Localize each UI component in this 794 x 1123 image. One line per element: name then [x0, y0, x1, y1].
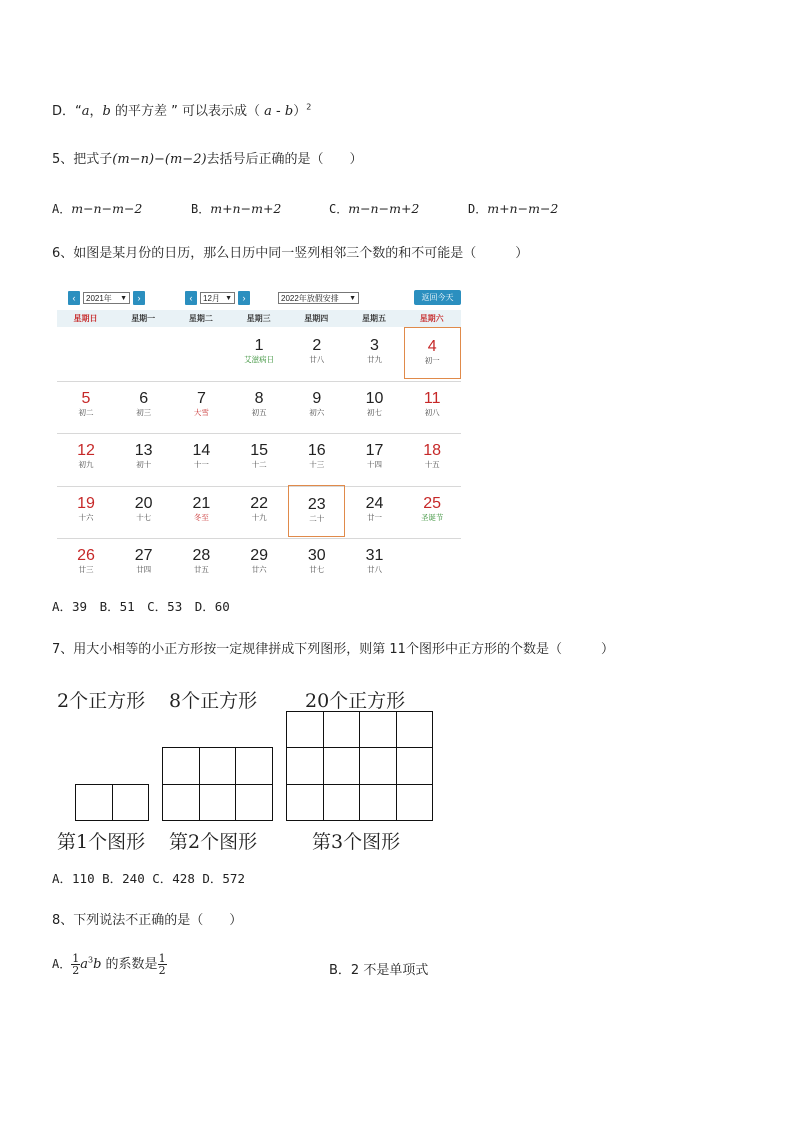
weekday-1: 星期一	[131, 314, 156, 323]
figure-3-square	[286, 784, 324, 822]
calendar-day-cell[interactable]	[288, 485, 345, 537]
calendar-day-cell[interactable]	[231, 485, 288, 537]
lunar-date: 十四	[367, 460, 382, 469]
q4-var-b: b	[102, 104, 111, 119]
figure-1-square	[75, 784, 113, 822]
q4-expr-a: a	[264, 104, 272, 119]
lunar-date: 初六	[309, 407, 325, 417]
figure-1-count: 2个正方形	[57, 690, 146, 712]
weekday-4: 星期四	[304, 314, 329, 323]
calendar-day-cell[interactable]	[404, 380, 461, 432]
calendar-day-cell[interactable]	[346, 485, 403, 537]
figure-2-square	[235, 747, 273, 785]
chevron-down-icon: ▼	[225, 295, 232, 302]
calendar-day-cell[interactable]	[346, 537, 403, 589]
lunar-date: 廿一	[367, 512, 382, 522]
weekday-6: 星期六	[419, 314, 444, 323]
holiday-select-value: 2022年放假安排	[281, 294, 339, 303]
q5-option-a-label: A．	[52, 202, 72, 216]
calendar-day-cell[interactable]	[173, 537, 230, 589]
figure-3-square	[396, 711, 434, 749]
q8-option-b: B．2 不是单项式	[329, 963, 429, 978]
lunar-date: 廿九	[367, 355, 382, 364]
calendar-day-cell[interactable]	[404, 432, 461, 484]
calendar-day-cell[interactable]	[346, 432, 403, 484]
next-month-button[interactable]: ›	[238, 291, 250, 305]
lunar-date: 廿四	[136, 565, 152, 574]
year-select[interactable]	[83, 292, 130, 304]
day-number: 30	[307, 547, 326, 564]
q8-option-a-text: 的系数是	[101, 957, 158, 972]
holiday-select[interactable]	[278, 292, 359, 304]
day-number: 5	[81, 389, 91, 407]
q4-d-end: ）	[293, 104, 307, 119]
figure-3-square	[359, 747, 397, 785]
day-number: 25	[423, 494, 442, 512]
q4-comma: ，	[89, 104, 103, 119]
q5-option-a	[52, 200, 142, 217]
day-number: 9	[312, 389, 322, 407]
q8-fraction-2	[158, 953, 167, 976]
lunar-date: 初二	[78, 407, 94, 417]
chevron-down-icon: ▼	[120, 295, 127, 302]
q4-minus: -	[271, 104, 285, 119]
q8-option-a-label: A．	[52, 957, 72, 971]
q4-exponent: 2	[306, 102, 312, 112]
lunar-date: 十六	[78, 512, 94, 522]
day-number: 3	[370, 337, 379, 354]
q4-d-mid: 的平方差 ” 可以表示成（	[110, 104, 265, 119]
q8-stem: 8、下列说法不正确的是（ ）	[52, 913, 243, 928]
day-number: 26	[77, 547, 95, 564]
q4-d-prefix: D．“	[52, 104, 82, 119]
day-number: 24	[365, 494, 384, 512]
lunar-date: 二十	[309, 513, 325, 523]
weekday-5: 星期五	[362, 314, 386, 323]
figure-3-square	[359, 784, 397, 822]
lunar-date: 大雪	[193, 407, 209, 417]
lunar-date: 初一	[424, 356, 440, 365]
q5-option-b-expr: m+n−m+2	[210, 201, 282, 216]
calendar-day-cell[interactable]	[346, 327, 403, 379]
figure-2-square	[199, 784, 237, 822]
day-number: 7	[196, 389, 206, 407]
calendar-day-cell[interactable]	[173, 485, 230, 537]
lunar-date: 廿六	[251, 565, 267, 574]
calendar-day-cell[interactable]	[288, 537, 345, 589]
return-today-button[interactable]: 返回今天	[414, 290, 461, 305]
q8-frac2-den: 2	[158, 964, 166, 977]
calendar-day-cell[interactable]	[58, 380, 115, 432]
figure-3-square	[286, 747, 324, 785]
figure-3-count: 20个正方形	[305, 690, 406, 712]
month-select[interactable]	[200, 292, 235, 304]
lunar-date: 冬至	[193, 512, 209, 522]
calendar-toolbar	[57, 289, 461, 309]
figure-2-square	[162, 784, 200, 822]
calendar-day-cell[interactable]	[404, 327, 461, 379]
day-number: 16	[307, 442, 326, 459]
figure-3-square	[323, 711, 361, 749]
q5-option-c-label: C．	[329, 202, 349, 216]
day-number: 8	[254, 389, 264, 407]
q8-term-a: a	[80, 957, 88, 972]
q6-stem: 6、如图是某月份的日历，那么日历中同一竖列相邻三个数的和不可能是（ ）	[52, 246, 529, 261]
q6-options: A．39 B．51 C．53 D．60	[52, 599, 230, 614]
day-number: 1	[254, 337, 264, 354]
q7-options: A．110 B．240 C．428 D．572	[52, 871, 245, 886]
day-number: 15	[250, 442, 268, 459]
calendar-day-cell[interactable]	[231, 537, 288, 589]
lunar-date: 初十	[136, 460, 152, 469]
q4-var-a: a	[81, 104, 90, 119]
weekday-2: 星期二	[188, 314, 213, 323]
lunar-date: 廿八	[309, 355, 325, 364]
day-number: 2	[312, 337, 322, 354]
q5-option-c	[329, 200, 419, 217]
lunar-date: 艾滋病日	[244, 355, 275, 364]
day-number: 13	[134, 442, 153, 459]
lunar-date: 初五	[251, 407, 267, 417]
q5-stem-expr: (m−n)−(m−2)	[112, 152, 207, 167]
figure-3-square	[323, 747, 361, 785]
lunar-date: 初八	[424, 407, 440, 417]
q7-stem: 7、用大小相等的小正方形按一定规律拼成下列图形，则第 11个图形中正方形的个数是（ ）	[52, 642, 614, 657]
q5-stem	[52, 148, 363, 167]
calendar-widget	[57, 289, 461, 585]
day-number: 20	[134, 494, 153, 512]
chevron-down-icon: ▼	[349, 295, 356, 302]
day-number: 11	[423, 389, 441, 407]
calendar-day-cell[interactable]	[58, 485, 115, 537]
q4-expr-b: b	[284, 104, 294, 119]
q5-option-d-expr: m+n−m−2	[487, 201, 559, 216]
calendar-day-cell[interactable]	[173, 380, 230, 432]
square-pattern-figures	[52, 682, 452, 854]
lunar-date: 十三	[309, 460, 325, 469]
lunar-date: 初三	[136, 407, 152, 417]
calendar-day-cell[interactable]	[115, 380, 172, 432]
q8-term-b: b	[93, 957, 102, 972]
figure-3-square	[359, 711, 397, 749]
q8-term-exp: 3	[88, 955, 94, 965]
figure-3-square	[396, 784, 434, 822]
day-number: 10	[365, 389, 384, 407]
lunar-date: 圣诞节	[420, 512, 444, 522]
figure-2-square	[162, 747, 200, 785]
q5-option-c-expr: m−n−m+2	[348, 201, 420, 216]
day-number: 31	[365, 547, 384, 564]
day-number: 27	[134, 547, 153, 564]
q4-option-d	[52, 100, 311, 119]
day-number: 14	[192, 442, 211, 459]
calendar-day-cell[interactable]	[288, 327, 345, 379]
q8-option-a	[52, 953, 167, 976]
calendar-day-cell[interactable]	[115, 432, 172, 484]
calendar-day-cell[interactable]	[404, 485, 461, 537]
day-number: 4	[427, 338, 437, 355]
day-number: 18	[423, 442, 442, 459]
calendar-day-cell[interactable]	[346, 380, 403, 432]
next-year-button[interactable]: ›	[133, 291, 145, 305]
prev-month-button[interactable]: ‹	[185, 291, 197, 305]
lunar-date: 廿八	[367, 565, 382, 574]
q5-stem-pre: 5、把式子	[52, 152, 113, 167]
figure-2-count: 8个正方形	[169, 690, 258, 712]
day-number: 17	[365, 442, 384, 459]
weekday-0: 星期日	[73, 314, 98, 323]
calendar-day-cell[interactable]	[231, 380, 288, 432]
lunar-date: 初七	[367, 407, 382, 417]
day-number: 6	[139, 389, 149, 407]
figure-3-square	[323, 784, 361, 822]
day-number: 28	[192, 547, 211, 564]
calendar-day-cell[interactable]	[231, 327, 288, 379]
lunar-date: 十五	[424, 460, 440, 469]
weekday-header	[57, 310, 461, 327]
calendar-day-cell[interactable]	[173, 432, 230, 484]
q8-frac-den: 2	[72, 964, 80, 977]
figure-1-square	[112, 784, 150, 822]
lunar-date: 十一	[193, 460, 209, 469]
figure-2-square	[199, 747, 237, 785]
day-number: 22	[250, 494, 268, 512]
day-number: 19	[77, 494, 95, 512]
lunar-date: 廿五	[193, 565, 209, 574]
prev-year-button[interactable]: ‹	[68, 291, 80, 305]
day-number: 21	[192, 494, 211, 512]
figure-3-caption: 第3个图形	[312, 831, 401, 853]
calendar-day-cell[interactable]	[231, 432, 288, 484]
lunar-date: 十九	[251, 512, 267, 522]
month-select-value: 12月	[203, 294, 220, 303]
q8-frac2-num: 1	[158, 952, 166, 965]
calendar-day-cell[interactable]	[58, 537, 115, 589]
q5-option-d	[468, 200, 558, 217]
q8-frac-num: 1	[72, 952, 80, 965]
figure-2-square	[235, 784, 273, 822]
lunar-date: 廿七	[309, 565, 325, 574]
weekday-3: 星期三	[246, 314, 271, 323]
calendar-day-cell[interactable]	[58, 432, 115, 484]
q5-option-b	[191, 200, 281, 217]
q5-stem-post: 去括号后正确的是（ ）	[206, 152, 363, 167]
calendar-day-cell[interactable]	[115, 485, 172, 537]
calendar-day-cell[interactable]	[288, 380, 345, 432]
day-number: 23	[307, 495, 326, 513]
figure-3-square	[396, 747, 434, 785]
lunar-date: 十二	[251, 460, 267, 469]
lunar-date: 初九	[78, 460, 94, 469]
q5-option-b-label: B．	[191, 202, 211, 216]
figure-2-caption: 第2个图形	[169, 831, 258, 853]
calendar-day-cell[interactable]	[288, 432, 345, 484]
year-select-value: 2021年	[86, 294, 112, 303]
q5-option-a-expr: m−n−m−2	[71, 201, 143, 216]
figure-1-caption: 第1个图形	[57, 831, 146, 853]
calendar-day-cell[interactable]	[115, 537, 172, 589]
lunar-date: 十七	[136, 512, 152, 522]
q8-fraction	[71, 953, 80, 976]
day-number: 12	[77, 442, 95, 459]
day-number: 29	[250, 547, 268, 564]
q5-option-d-label: D．	[468, 202, 488, 216]
lunar-date: 廿三	[78, 565, 94, 574]
figure-3-square	[286, 711, 324, 749]
